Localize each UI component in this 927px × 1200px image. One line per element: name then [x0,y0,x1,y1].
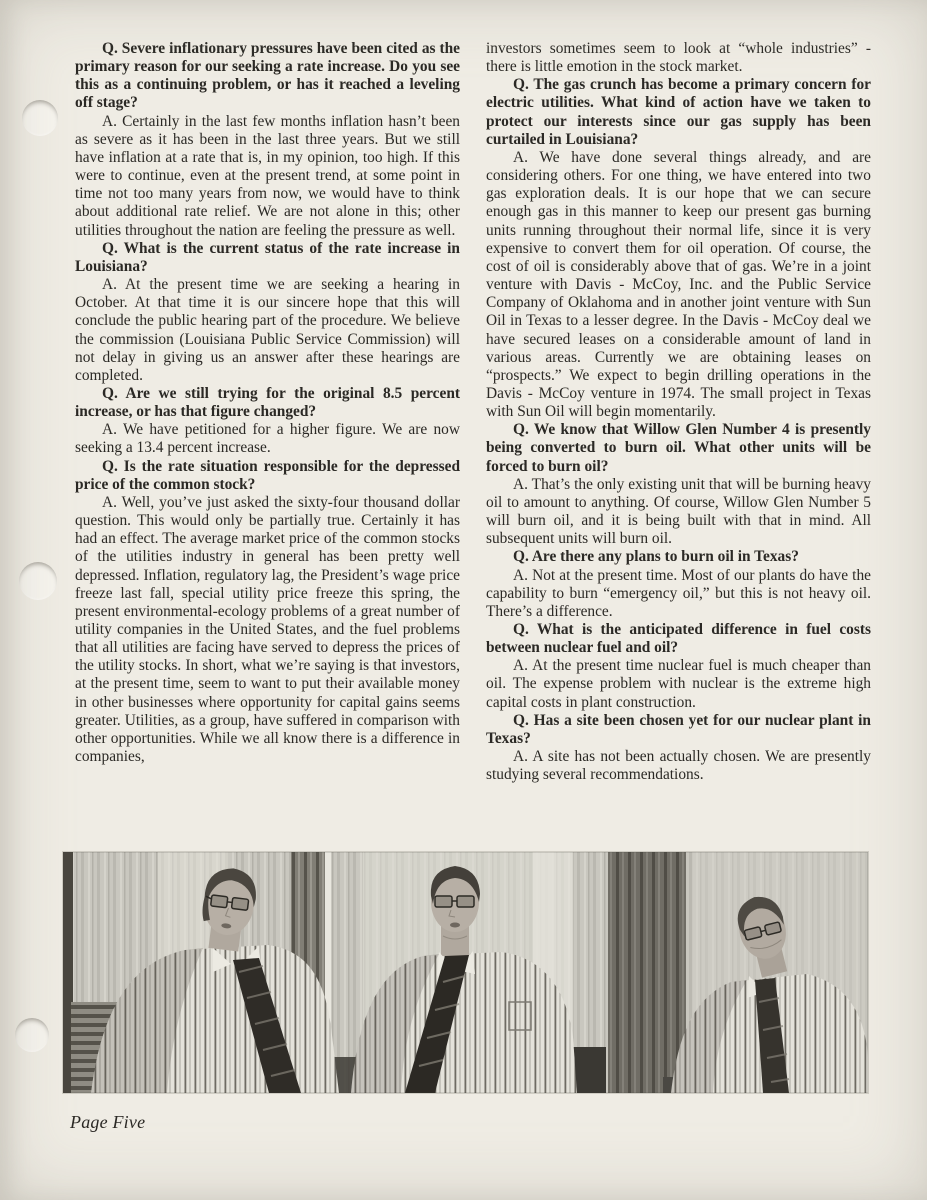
text-column-left [75,40,460,784]
question-paragraph: Q. We know that Willow Glen Number 4 is presently being converted to burn oil. What other units will be forced to burn oil? [486,421,871,475]
question-paragraph: Q. Is the rate situation responsible for the depressed price of the common stock? [75,457,460,493]
text-column-right [486,40,871,784]
answer-paragraph: A. We have petitioned for a higher figure. We are now seeking a 13.4 percent increase. [75,421,460,457]
question-paragraph: Q. Severe inflationary pressures have been cited as the primary reason for our seeking a rate increase. Do you see this as a continuing problem, or has it reached a leveling off stage? [75,40,460,112]
photo-three-men [63,852,868,1093]
question-paragraph: Q. What is the anticipated difference in fuel costs between nuclear fuel and oil? [486,621,871,657]
question-paragraph: Q. Has a site been chosen yet for our nuclear plant in Texas? [486,711,871,747]
answer-paragraph: A. That’s the only existing unit that will be burning heavy oil to amount to anything. Of course, Willow Glen Number 5 will burn oil, and it is being built with that in mind. All subsequent units will burn oil. [486,475,871,548]
hole-punch [19,562,57,600]
answer-paragraph: investors sometimes seem to look at “whole industries” - there is little emotion in the stock market. [486,40,871,76]
question-paragraph: Q. Are we still trying for the original 8.5 percent increase, or has that figure changed? [75,384,460,421]
question-paragraph: Q. The gas crunch has become a primary concern for electric utilities. What kind of action have we taken to protect our interests since our gas supply has been curtailed in Louisiana? [486,76,871,148]
hole-punch [22,100,58,136]
answer-paragraph: A. We have done several things already, and are considering others. For one thing, we have entered into two gas exploration deals. It is our hope that we can secure enough gas in this manner to keep our present gas burning units running throughout their normal life, since it is very expensive to convert them for oil operation. Of course, the cost of oil is considerably above that of gas. We’re in a joint venture with Davis - McCoy, Inc. and the Public Service Company of Oklahoma and in another joint venture with Sun Oil in Texas to a lesser degree. In the Davis - McCoy deal we have secured leases on a considerable amount of land in various areas. Currently we are obtaining leases on “prospects.” We expect to begin drilling operations in the Davis - McCoy venture in 1974. The small project in Texas with Sun Oil will begin momentarily. [486,148,871,421]
answer-paragraph: A. Well, you’ve just asked the sixty-four thousand dollar question. This would only be partially true. Certainly it has had an effect. The average market price of the common stocks of the utilities industry in general has been pretty well depressed. Inflation, regulatory lag, the President’s wage price freeze last fall, special utility price freeze this spring, the present environmental-ecology problems of a great number of utility companies in the United States, and the fuel problems that all utilities are facing have served to depress the prices of the utility stocks. In short, what we’re saying is that investors, at the present time, seem to want to put their available money in other businesses where opportunity for capital gains seems greater. Utilities, as a group, have suffered in comparison with other opportunities. While we all know there is a difference in companies, [75,493,460,766]
question-paragraph: Q. Are there any plans to burn oil in Texas? [513,548,799,566]
page-number: Page Five [70,1112,146,1132]
answer-paragraph: A. Certainly in the last few months inflation hasn’t been as severe as it has been in the last three years. But we still have inflation at a rate that is, in my opinion, too high. If this were to continue, even at the present trend, at some point in time not too many years from now, we would have to think about additional rate relief. We are not alone in this; other utilities throughout the nation are feeling the pressure as well. [75,112,460,239]
answer-paragraph: A. At the present time nuclear fuel is much cheaper than oil. The expense problem with nuclear is the extreme high capital costs in plant construction. [486,657,871,711]
question-paragraph: Q. What is the current status of the rate increase in Louisiana? [75,239,460,275]
hole-punch [15,1018,49,1052]
answer-paragraph: A. A site has not been actually chosen. We are presently studying several recommendations. [486,748,871,784]
article-columns [75,40,871,784]
answer-paragraph: A. At the present time we are seeking a hearing in October. At that time it is our sincere hope that this will conclude the public hearing part of the procedure. We believe the commission (Louisiana Public Service Commission) will not delay in giving us an answer after these hearings are completed. [75,276,460,384]
photo-svg [63,852,868,1093]
answer-paragraph: A. Not at the present time. Most of our plants do have the capability to burn “emergency oil,” but this is not heavy oil. There’s a difference. [486,566,871,620]
